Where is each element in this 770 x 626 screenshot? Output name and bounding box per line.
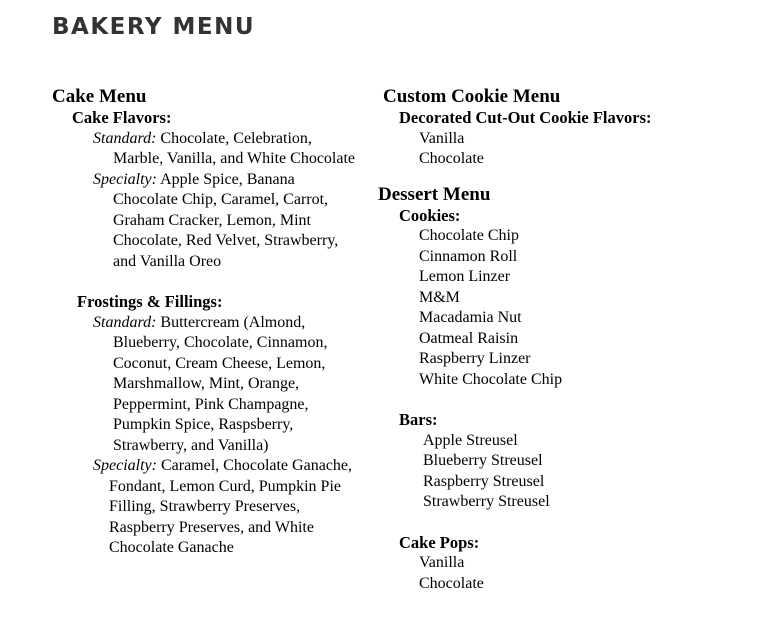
- cake-flavors-heading: Cake Flavors:: [72, 108, 172, 127]
- frostings-standard: [93, 313, 368, 457]
- specialty-flavors-text: Apple Spice, Banana Chocolate Chip, Caramel, Carrot, Graham Cracker, Lemon, Mint Chocolate, Red Velvet, Strawberry, and Vanilla Oreo: [113, 170, 339, 270]
- cut-out-cookie-flavors-heading: Decorated Cut-Out Cookie Flavors:: [399, 108, 652, 127]
- list-item: Strawberry Streusel: [423, 493, 550, 510]
- frostings-heading: Frostings & Fillings:: [77, 292, 223, 311]
- cake-pops-heading: Cake Pops:: [399, 532, 480, 552]
- list-item: Chocolate Chip: [419, 227, 519, 244]
- cut-out-cookie-flavors-list: [419, 129, 768, 170]
- dessert-menu-heading: Dessert Menu: [378, 183, 491, 205]
- list-item: Raspberry Streusel: [423, 472, 545, 490]
- list-item: Chocolate: [419, 150, 484, 167]
- frostings-specialty: [93, 456, 368, 559]
- list-item: Raspberry Linzer: [419, 350, 531, 367]
- cookies-list: [419, 226, 768, 390]
- cake-menu-heading: Cake Menu: [52, 86, 147, 107]
- cake-flavors-list: [93, 129, 363, 273]
- standard-flavors-text: Chocolate, Celebration, Marble, Vanilla, and White Chocolate: [113, 129, 356, 167]
- specialty-frostings-text: Caramel, Chocolate Ganache, Fondant, Lemon Curd, Pumpkin Pie Filling, Strawberry Preserves, Raspberry Preserves, and White Chocolate Ganache: [109, 457, 352, 556]
- list-item: Vanilla: [419, 129, 465, 147]
- list-item: Vanilla: [419, 554, 465, 571]
- cake-pops-list: [419, 553, 768, 594]
- list-item: Cinnamon Roll: [419, 247, 518, 265]
- specialty-label: Specialty:: [93, 170, 157, 188]
- frostings-list: [93, 313, 368, 559]
- standard-label: Standard:: [93, 313, 157, 331]
- list-item: Lemon Linzer: [419, 268, 511, 285]
- custom-cookie-menu-heading: Custom Cookie Menu: [383, 86, 561, 107]
- list-item: M&M: [419, 288, 460, 306]
- right-column: [378, 86, 768, 594]
- list-item: Apple Streusel: [423, 431, 518, 449]
- list-item: Chocolate: [419, 574, 484, 592]
- cake-menu-section: [52, 86, 372, 559]
- standard-label: Standard:: [93, 129, 157, 147]
- standard-frostings-text: Buttercream (Almond, Blueberry, Chocolate, Cinnamon, Coconut, Cream Cheese, Lemon, Marshmallow, Mint, Orange, Peppermint, Pink Champagne, Pumpkin Spice, Raspsberry, Strawberry, and Vanilla): [113, 313, 328, 454]
- bars-heading: Bars:: [399, 410, 438, 429]
- list-item: Oatmeal Raisin: [419, 329, 519, 347]
- cake-flavors-specialty: [93, 170, 363, 273]
- specialty-label: Specialty:: [93, 457, 157, 474]
- page-title: BAKERY MENU: [52, 14, 256, 40]
- list-item: White Chocolate Chip: [419, 370, 563, 388]
- list-item: Blueberry Streusel: [423, 452, 543, 469]
- cookies-heading: Cookies:: [399, 205, 461, 225]
- cake-flavors-standard: [93, 129, 363, 170]
- list-item: Macadamia Nut: [419, 309, 522, 326]
- bars-list: [423, 431, 768, 513]
